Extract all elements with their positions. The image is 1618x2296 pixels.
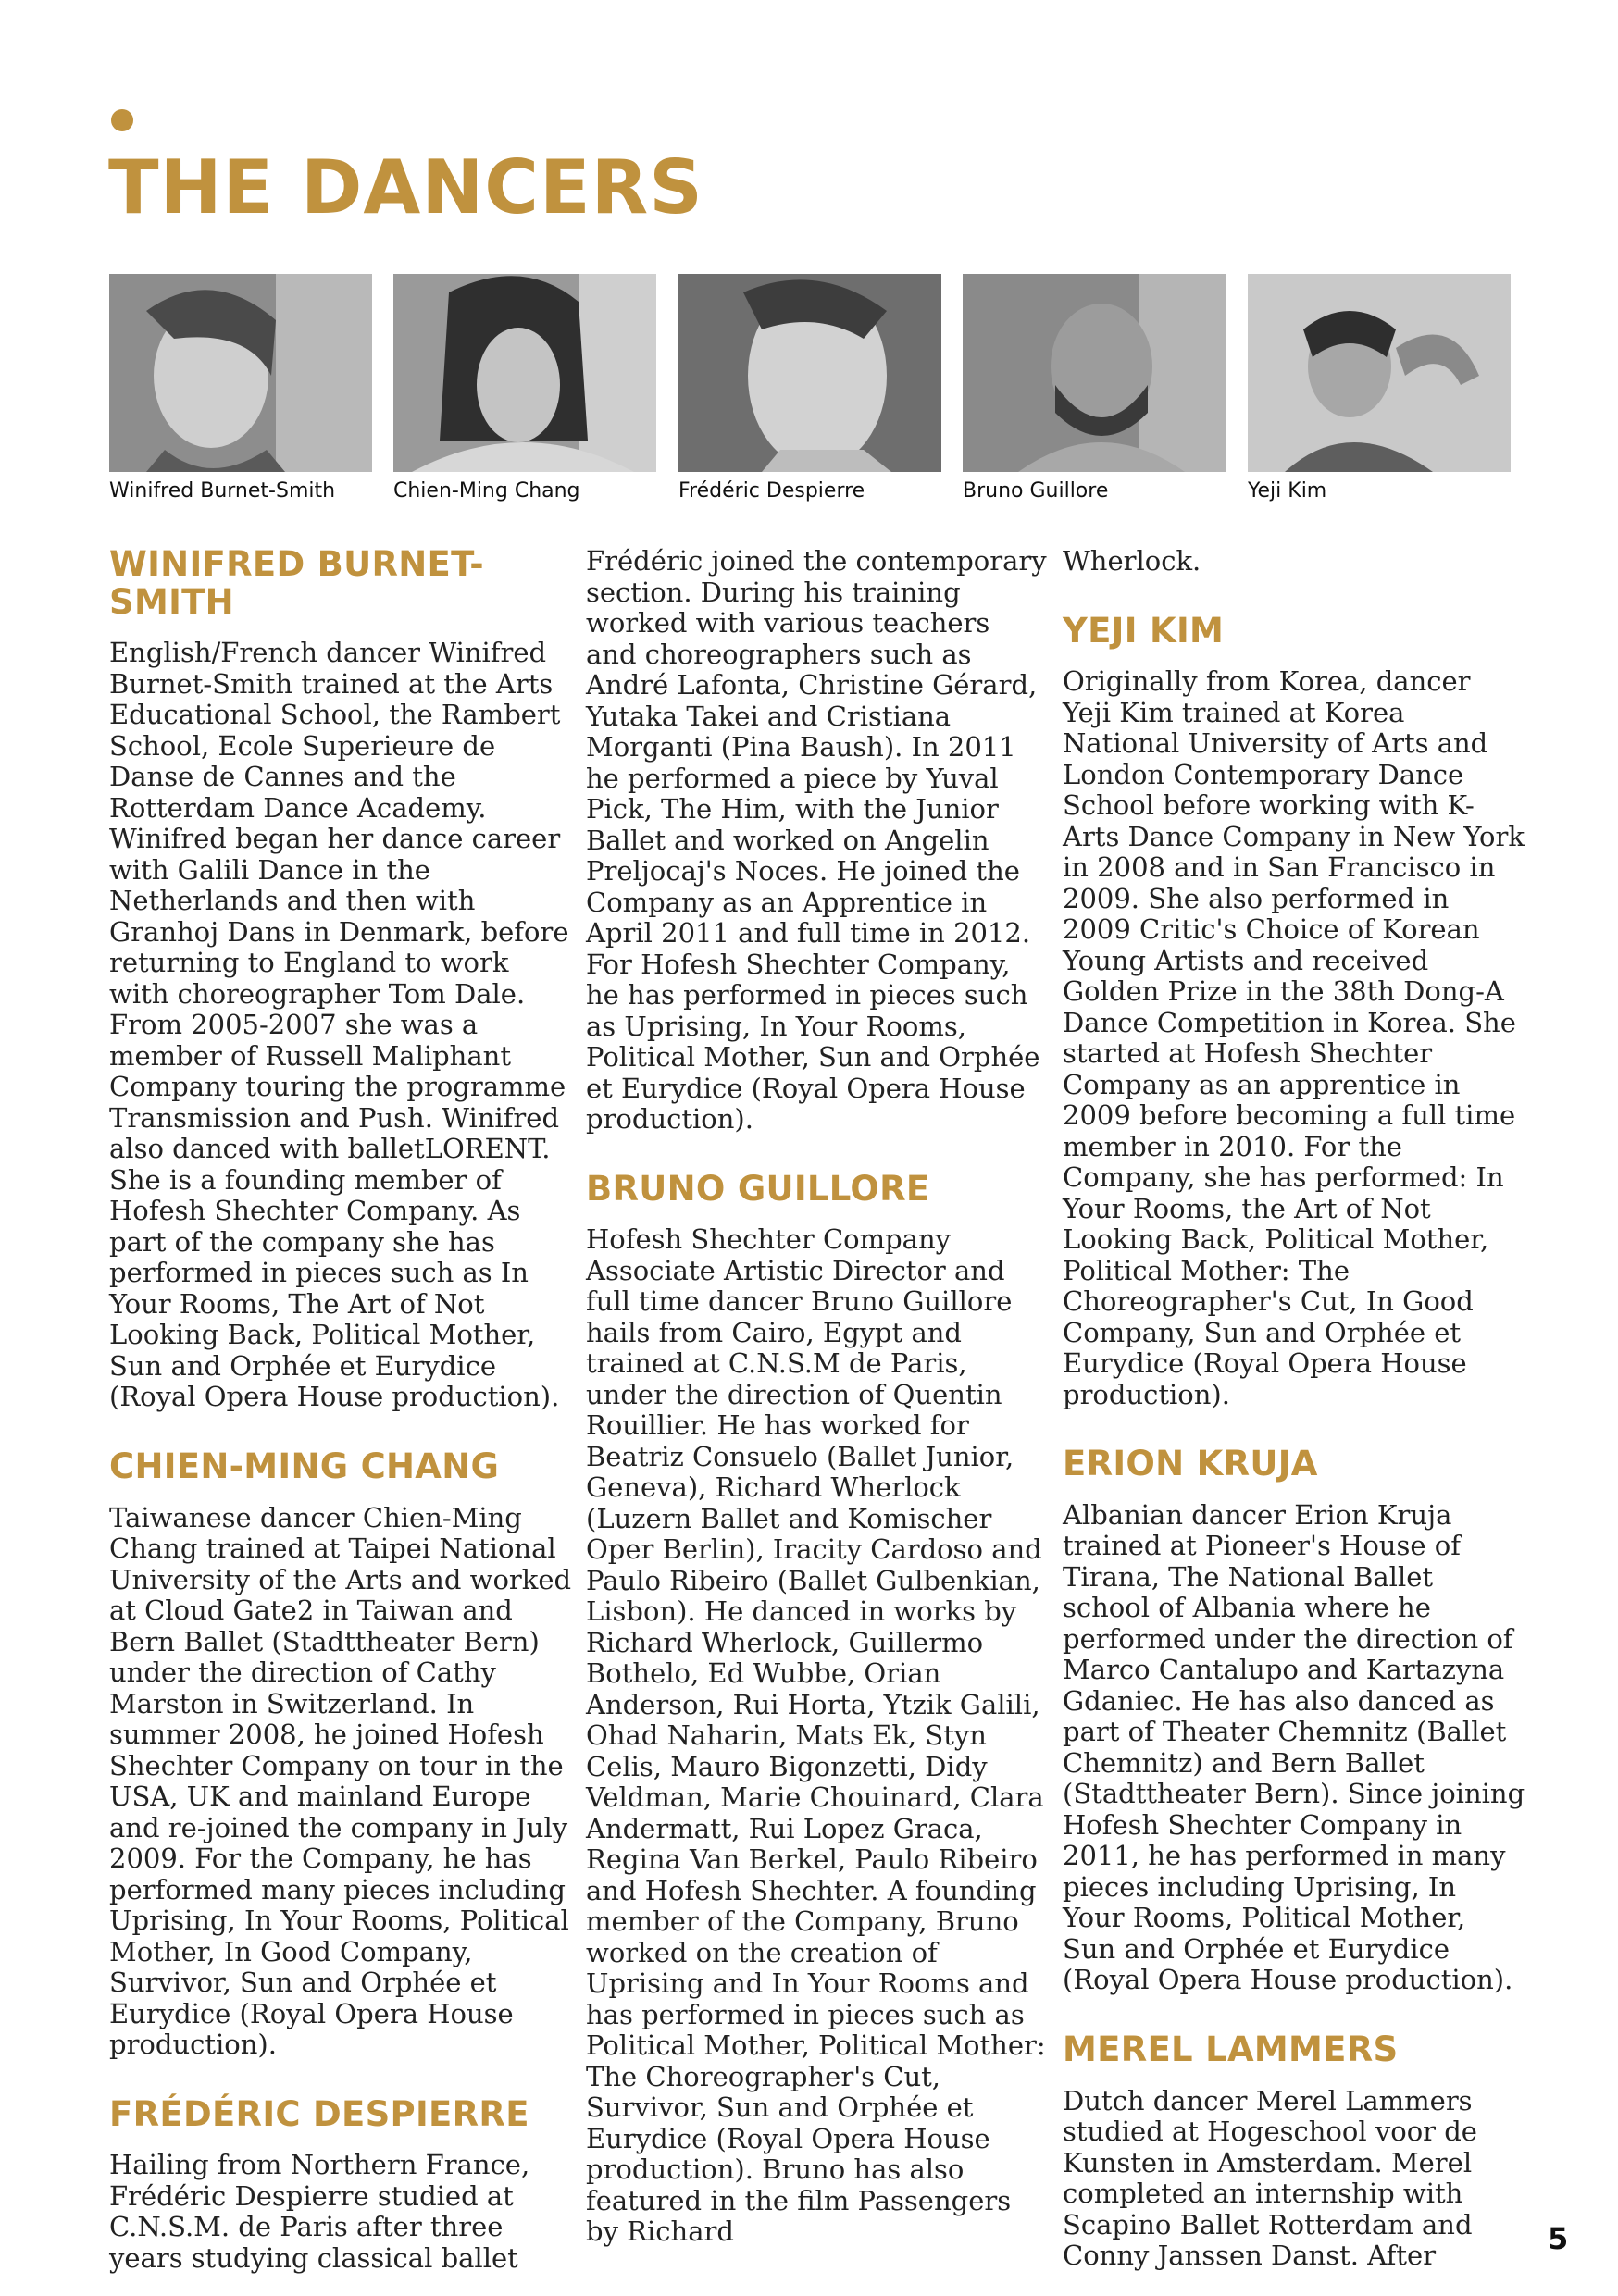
page-title: THE DANCERS	[108, 144, 703, 230]
page-number: 5	[1548, 2221, 1569, 2256]
photo-winifred-burnet-smith	[109, 274, 372, 472]
bio-text-frederic-continued: Frédéric joined the contemporary section. During his training worked with various teachers and choreographers such as André Lafonta, Christine Gérard, Yutaka Takei and Cristiana Morganti (Pina Baush). In 2011 he performed a piece by Yuval Pick, The Him, with the Junior Ballet and worked on Angelin Preljocaj's Noces. He joined the Company as an Apprentice in April 2011 and full time in 2012. For Hofesh Shechter Company, he has performed in pieces such as Uprising, In Your Rooms, Political Mother, Sun and Orphée et Eurydice (Royal Opera House production).	[586, 545, 1047, 1135]
bio-heading-merel: MEREL LAMMERS	[1063, 2029, 1399, 2069]
bio-text-frederic-start: Hailing from Northern France, Frédéric Despierre studied at C.N.S.M. de Paris after three years studying classical ballet	[109, 2149, 530, 2274]
bio-heading-erion: ERION KRUJA	[1063, 1444, 1318, 1484]
photo-caption: Bruno Guillore	[963, 479, 1109, 503]
photo-caption: Yeji Kim	[1248, 479, 1327, 503]
photo-chien-ming-chang	[393, 274, 656, 472]
title-bullet	[111, 109, 133, 131]
bio-heading-frederic: FRÉDÉRIC DESPIERRE	[109, 2093, 529, 2134]
bio-heading-chien-ming: CHIEN-MING CHANG	[109, 1446, 500, 1486]
photo-caption: Winifred Burnet-Smith	[109, 479, 336, 503]
bio-text-merel: Dutch dancer Merel Lammers studied at Hogeschool voor de Kunsten in Amsterdam. Merel completed an internship with Scapino Ballet Rotterdam and Conny Janssen Danst. After	[1063, 2084, 1477, 2272]
bio-text-bruno-continued: Wherlock.	[1063, 545, 1201, 577]
bio-text-erion: Albanian dancer Erion Kruja trained at Pioneer's House of Tirana, The National Ballet school of Albania where he performed under the direction of Marco Cantalupo and Kartazyna Gdaniec. He has also danced as part of Theater Chemnitz (Ballet Chemnitz) and Bern Ballet (Stadttheater Bern). Since joining Hofesh Shechter Company in 2011, he has performed in many pieces including Uprising, In Your Rooms, Political Mother, Sun and Orphée et Eurydice (Royal Opera House production).	[1063, 1498, 1525, 1996]
column-3	[1063, 546, 1525, 2294]
photo-bruno-guillore	[963, 274, 1226, 472]
bio-text-chien-ming: Taiwanese dancer Chien-Ming Chang trained at Taipei National University of the Arts and worked at Cloud Gate2 in Taiwan and Bern Ballet (Stadttheater Bern) under the direction of Cathy Marston in Switzerland. In summer 2008, he joined Hofesh Shechter Company on tour in the USA, UK and mainland Europe and re-joined the company in July 2009. For the Company, he has performed many pieces including Uprising, In Your Rooms, Political Mother, In Good Company, Survivor, Sun and Orphée et Eurydice (Royal Opera House production).	[109, 1501, 572, 2061]
bio-heading-bruno: BRUNO GUILLORE	[586, 1168, 930, 1209]
bio-heading-yeji: YEJI KIM	[1063, 610, 1225, 651]
photo-caption: Frédéric Despierre	[678, 479, 865, 503]
bio-text-bruno-start: Hofesh Shechter Company Associate Artistic Director and full time dancer Bruno Guillore hails from Cairo, Egypt and trained at C.N.S.M de Paris, under the direction of Quentin Rouillier. He has worked for Beatriz Consuelo (Ballet Junior, Geneva), Richard Wherlock (Luzern Ballet and Komischer Oper Berlin), Iracity Cardoso and Paulo Ribeiro (Ballet Gulbenkian, Lisbon). He danced in works by Richard Wherlock, Guillermo Bothelo, Ed Wubbe, Orian Anderson, Rui Horta, Ytzik Galili, Ohad Naharin, Mats Ek, Styn Celis, Mauro Bigonzetti, Didy Veldman, Marie Chouinard, Clara Andermatt, Rui Lopez Graca, Regina Van Berkel, Paulo Ribeiro and Hofesh Shechter. A founding member of the Company, Bruno worked on the creation of Uprising and In Your Rooms and has performed in pieces such as Political Mother, Political Mother: The Choreographer's Cut, Survivor, Sun and Orphée et Eurydice (Royal Opera House production). Bruno has also featured in the film Passengers by Richard	[586, 1223, 1046, 2248]
column-1	[109, 546, 572, 2296]
column-2	[586, 546, 1049, 2270]
bio-text-yeji: Originally from Korea, dancer Yeji Kim trained at Korea National University of Arts and London Contemporary Dance School before working with K-Arts Dance Company in New York in 2008 and in San Francisco in 2009. She also performed in 2009 Critic's Choice of Korean Young Artists and received Golden Prize in the 38th Dong-A Dance Competition in Korea. She started at Hofesh Shechter Company as an apprentice in 2009 before becoming a full time member in 2010. For the Company, she has performed: In Your Rooms, the Art of Not Looking Back, Political Mother, Political Mother: The Choreographer's Cut, In Good Company, Sun and Orphée et Eurydice (Royal Opera House production).	[1063, 665, 1525, 1410]
bio-text-winifred: English/French dancer Winifred Burnet-Smith trained at the Arts Educational School, the Rambert School, Ecole Superieure de Danse de Cannes and the Rotterdam Dance Academy. Winifred began her dance career with Galili Dance in the Netherlands and then with Granhoj Dans in Denmark, before returning to England to work with choreographer Tom Dale. From 2005-2007 she was a member of Russell Maliphant Company touring the programme Transmission and Push. Winifred also danced with balletLORENT. She is a founding member of Hofesh Shechter Company. As part of the company she has performed in pieces such as In Your Rooms, The Art of Not Looking Back, Political Mother, Sun and Orphée et Eurydice (Royal Opera House production).	[109, 637, 569, 1413]
photo-caption: Chien-Ming Chang	[393, 479, 580, 503]
photo-frederic-despierre	[678, 274, 941, 472]
bio-heading-winifred: WINIFRED BURNET-SMITH	[109, 544, 484, 622]
photo-yeji-kim	[1248, 274, 1511, 472]
